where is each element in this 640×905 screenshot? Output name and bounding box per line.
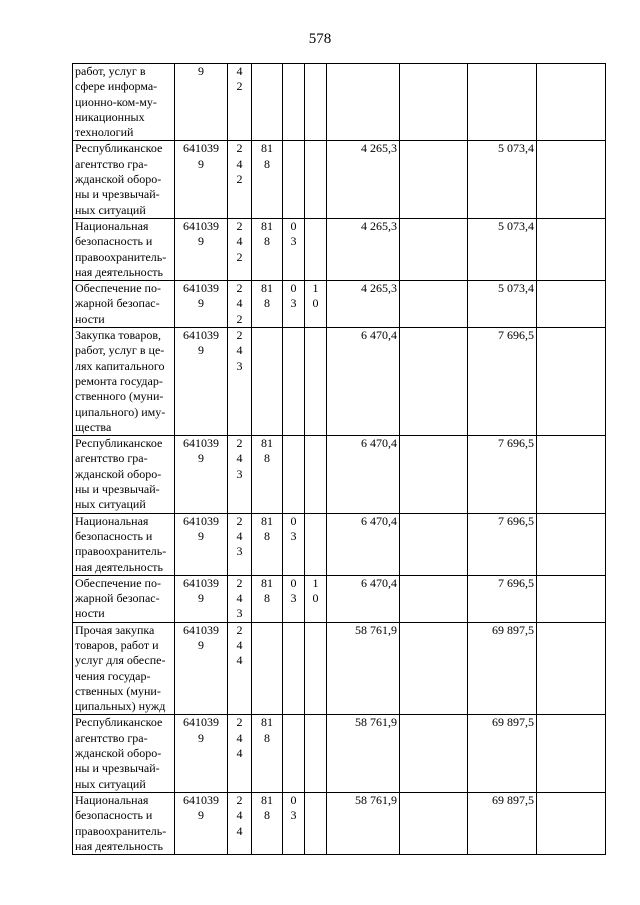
row-name-cell: Закупка товаров, работ, услуг в це-лях капитального ремонта государ-ственного (муни-ципального) иму-щества <box>73 328 175 436</box>
row-c6-cell <box>305 792 327 854</box>
row-c6-cell <box>305 141 327 218</box>
row-empty-cell <box>537 436 606 513</box>
row-code-cell <box>175 281 228 328</box>
row-amount-2-cell: 7 696,5 <box>468 436 537 513</box>
row-name-cell: Национальная безопасность и правоохранитель-ная деятельность <box>73 513 175 575</box>
row-c5-cell <box>283 715 305 792</box>
cell-line: 0 <box>290 792 297 807</box>
row-empty-cell <box>400 513 468 575</box>
cell-line: 0 <box>290 513 297 528</box>
cell-line: 9 <box>198 156 204 171</box>
cell-line: 4 <box>236 296 243 311</box>
table-row <box>73 575 606 622</box>
row-c4-cell <box>252 218 283 280</box>
row-name-cell: Прочая закупка товаров, работ и услуг для обеспе-чения государ-ственных (муни-ципальных) нужд <box>73 622 175 715</box>
row-c3-cell <box>228 436 252 513</box>
row-amount-1-cell: 6 470,4 <box>327 513 400 575</box>
cell-line: 641039 <box>183 792 219 807</box>
row-empty-cell <box>400 622 468 715</box>
cell-line: 3 <box>290 528 297 543</box>
row-c5-cell <box>283 575 305 622</box>
row-empty-cell <box>537 622 606 715</box>
row-amount-2-cell: 69 897,5 <box>468 715 537 792</box>
row-c4-cell <box>252 513 283 575</box>
row-name-cell: Национальная безопасность и правоохранитель-ная деятельность <box>73 792 175 854</box>
table-row <box>73 281 606 328</box>
row-code-cell <box>175 328 228 436</box>
row-c6-cell <box>305 281 327 328</box>
row-name-cell: Республиканское агентство гра-жданской оборо-ны и чрезвычай-ных ситуаций <box>73 436 175 513</box>
cell-line: 3 <box>236 544 243 559</box>
row-c4-cell <box>252 281 283 328</box>
row-c6-cell <box>305 513 327 575</box>
row-amount-2-cell: 7 696,5 <box>468 513 537 575</box>
cell-line: 4 <box>236 64 243 78</box>
cell-line: 81 <box>261 792 273 807</box>
cell-line: 641039 <box>183 575 219 590</box>
row-c4-cell <box>252 792 283 854</box>
cell-line: 4 <box>236 808 243 823</box>
table-row <box>73 513 606 575</box>
cell-line: 641039 <box>183 141 219 156</box>
cell-line: 9 <box>198 451 204 466</box>
row-empty-cell <box>537 64 606 141</box>
table-row <box>73 792 606 854</box>
row-c3-cell <box>228 281 252 328</box>
cell-line: 0 <box>290 281 297 296</box>
row-empty-cell <box>537 513 606 575</box>
row-amount-1-cell: 4 265,3 <box>327 218 400 280</box>
row-c5-cell <box>283 436 305 513</box>
row-name-cell: работ, услуг в сфере информа-ционно-ком-му-никационных технологий <box>73 64 175 141</box>
cell-line: 4 <box>236 234 243 249</box>
cell-line: 2 <box>236 311 243 326</box>
row-empty-cell <box>400 792 468 854</box>
row-c6-cell <box>305 575 327 622</box>
row-c6-cell <box>305 328 327 436</box>
row-amount-1-cell <box>327 64 400 141</box>
row-empty-cell <box>537 218 606 280</box>
row-code-cell <box>175 513 228 575</box>
row-c5-cell <box>283 622 305 715</box>
row-c5-cell <box>283 218 305 280</box>
cell-line: 2 <box>236 281 243 296</box>
cell-line: 8 <box>264 528 270 543</box>
cell-line: 8 <box>264 451 270 466</box>
cell-line: 641039 <box>183 513 219 528</box>
cell-line: 2 <box>236 172 243 187</box>
row-c3-cell <box>228 622 252 715</box>
row-amount-2-cell: 5 073,4 <box>468 218 537 280</box>
row-c4-cell <box>252 141 283 218</box>
cell-line: 641039 <box>183 281 219 296</box>
row-c3-cell <box>228 141 252 218</box>
cell-line: 0 <box>290 575 297 590</box>
table-row <box>73 64 606 141</box>
table-row <box>73 141 606 218</box>
row-c5-cell <box>283 141 305 218</box>
row-c5-cell <box>283 281 305 328</box>
cell-line: 9 <box>198 64 204 78</box>
cell-line: 2 <box>236 328 243 343</box>
row-c4-cell <box>252 715 283 792</box>
cell-line: 9 <box>198 808 204 823</box>
cell-line: 4 <box>236 730 243 745</box>
cell-line: 2 <box>236 513 243 528</box>
row-code-cell <box>175 792 228 854</box>
row-code-cell <box>175 64 228 141</box>
row-c3-cell <box>228 64 252 141</box>
row-empty-cell <box>537 792 606 854</box>
cell-line: 4 <box>236 823 243 838</box>
row-code-cell <box>175 622 228 715</box>
table-row <box>73 715 606 792</box>
cell-line: 2 <box>236 715 243 730</box>
cell-line: 4 <box>236 637 243 652</box>
row-empty-cell <box>537 141 606 218</box>
row-amount-1-cell: 58 761,9 <box>327 622 400 715</box>
row-amount-2-cell: 69 897,5 <box>468 792 537 854</box>
cell-line: 81 <box>261 141 273 156</box>
row-name-cell: Национальная безопасность и правоохранитель-ная деятельность <box>73 218 175 280</box>
row-amount-1-cell: 6 470,4 <box>327 575 400 622</box>
cell-line: 1 <box>312 281 319 296</box>
row-c3-cell <box>228 715 252 792</box>
cell-line: 3 <box>290 808 297 823</box>
row-c3-cell <box>228 513 252 575</box>
row-c3-cell <box>228 792 252 854</box>
budget-table <box>72 63 606 855</box>
row-amount-1-cell: 6 470,4 <box>327 328 400 436</box>
row-amount-2-cell: 5 073,4 <box>468 141 537 218</box>
row-name-cell: Обеспечение по-жарной безопас-ности <box>73 575 175 622</box>
row-code-cell <box>175 715 228 792</box>
row-empty-cell <box>537 281 606 328</box>
cell-line: 0 <box>312 591 319 606</box>
row-empty-cell <box>400 281 468 328</box>
cell-line: 641039 <box>183 622 219 637</box>
row-c6-cell <box>305 715 327 792</box>
cell-line: 4 <box>236 343 243 358</box>
row-empty-cell <box>400 715 468 792</box>
cell-line: 4 <box>236 746 243 761</box>
cell-line: 2 <box>236 436 243 451</box>
table-row <box>73 218 606 280</box>
table-body <box>73 64 606 855</box>
cell-line: 9 <box>198 234 204 249</box>
row-name-cell: Республиканское агентство гра-жданской оборо-ны и чрезвычай-ных ситуаций <box>73 141 175 218</box>
table-row <box>73 622 606 715</box>
row-empty-cell <box>400 64 468 141</box>
cell-line: 2 <box>236 249 243 264</box>
cell-line: 3 <box>290 296 297 311</box>
row-code-cell <box>175 575 228 622</box>
cell-line: 81 <box>261 575 273 590</box>
row-amount-2-cell: 7 696,5 <box>468 575 537 622</box>
cell-line: 8 <box>264 808 270 823</box>
row-empty-cell <box>537 715 606 792</box>
row-name-cell: Обеспечение по-жарной безопас-ности <box>73 281 175 328</box>
row-empty-cell <box>537 328 606 436</box>
row-c6-cell <box>305 64 327 141</box>
row-amount-2-cell: 5 073,4 <box>468 281 537 328</box>
cell-line: 2 <box>236 575 243 590</box>
table-row <box>73 436 606 513</box>
cell-line: 9 <box>198 528 204 543</box>
row-c6-cell <box>305 622 327 715</box>
row-c5-cell <box>283 513 305 575</box>
row-c6-cell <box>305 218 327 280</box>
cell-line: 3 <box>290 591 297 606</box>
cell-line: 641039 <box>183 715 219 730</box>
cell-line: 641039 <box>183 436 219 451</box>
cell-line: 81 <box>261 281 273 296</box>
row-c5-cell <box>283 64 305 141</box>
row-empty-cell <box>400 218 468 280</box>
row-c6-cell <box>305 436 327 513</box>
cell-line: 2 <box>236 622 243 637</box>
row-c5-cell <box>283 792 305 854</box>
cell-line: 8 <box>264 296 270 311</box>
row-amount-1-cell: 4 265,3 <box>327 281 400 328</box>
cell-line: 2 <box>236 79 243 94</box>
row-amount-2-cell: 69 897,5 <box>468 622 537 715</box>
cell-line: 4 <box>236 653 243 668</box>
row-c4-cell <box>252 622 283 715</box>
cell-line: 4 <box>236 528 243 543</box>
row-amount-1-cell: 58 761,9 <box>327 715 400 792</box>
cell-line: 8 <box>264 591 270 606</box>
cell-line: 81 <box>261 436 273 451</box>
cell-line: 641039 <box>183 328 219 343</box>
row-code-cell <box>175 436 228 513</box>
row-c5-cell <box>283 328 305 436</box>
cell-line: 0 <box>312 296 319 311</box>
cell-line: 4 <box>236 156 243 171</box>
row-c3-cell <box>228 328 252 436</box>
cell-line: 81 <box>261 513 273 528</box>
row-amount-2-cell: 7 696,5 <box>468 328 537 436</box>
cell-line: 0 <box>290 218 297 233</box>
cell-line: 2 <box>236 218 243 233</box>
row-empty-cell <box>400 328 468 436</box>
cell-line: 1 <box>312 575 319 590</box>
cell-line: 9 <box>198 730 204 745</box>
row-amount-1-cell: 6 470,4 <box>327 436 400 513</box>
row-empty-cell <box>400 141 468 218</box>
cell-line: 8 <box>264 730 270 745</box>
row-amount-2-cell <box>468 64 537 141</box>
cell-line: 641039 <box>183 218 219 233</box>
cell-line: 9 <box>198 296 204 311</box>
cell-line: 4 <box>236 451 243 466</box>
cell-line: 3 <box>236 606 243 621</box>
row-name-cell: Республиканское агентство гра-жданской оборо-ны и чрезвычай-ных ситуаций <box>73 715 175 792</box>
cell-line: 2 <box>236 141 243 156</box>
row-empty-cell <box>400 575 468 622</box>
cell-line: 3 <box>290 234 297 249</box>
row-c3-cell <box>228 218 252 280</box>
page-number: 578 <box>308 31 332 47</box>
cell-line: 2 <box>236 792 243 807</box>
cell-line: 9 <box>198 637 204 652</box>
cell-line: 8 <box>264 156 270 171</box>
row-code-cell <box>175 218 228 280</box>
row-amount-1-cell: 4 265,3 <box>327 141 400 218</box>
table-row <box>73 328 606 436</box>
row-c4-cell <box>252 575 283 622</box>
cell-line: 9 <box>198 343 204 358</box>
cell-line: 4 <box>236 591 243 606</box>
row-amount-1-cell: 58 761,9 <box>327 792 400 854</box>
cell-line: 81 <box>261 715 273 730</box>
cell-line: 9 <box>198 591 204 606</box>
row-c4-cell <box>252 64 283 141</box>
row-c4-cell <box>252 436 283 513</box>
cell-line: 81 <box>261 218 273 233</box>
row-empty-cell <box>537 575 606 622</box>
row-empty-cell <box>400 436 468 513</box>
row-code-cell <box>175 141 228 218</box>
cell-line: 8 <box>264 234 270 249</box>
row-c4-cell <box>252 328 283 436</box>
row-c3-cell <box>228 575 252 622</box>
cell-line: 3 <box>236 358 243 373</box>
cell-line: 3 <box>236 466 243 481</box>
